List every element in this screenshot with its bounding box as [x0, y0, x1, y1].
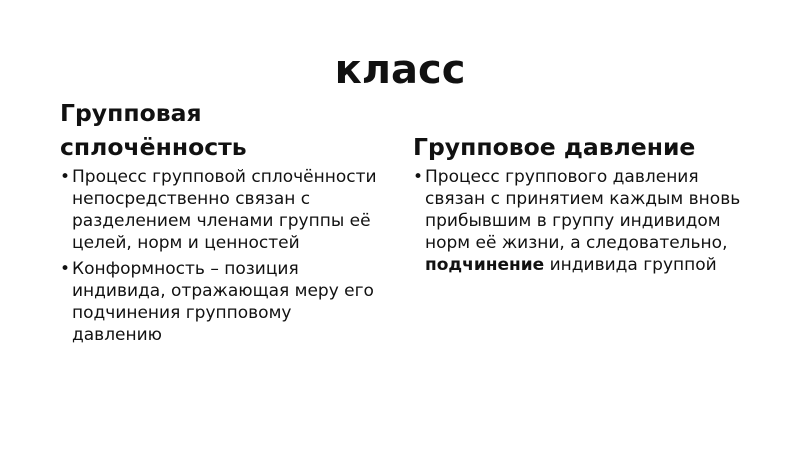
right-bullet-1 [413, 166, 753, 276]
right-heading-wrap [413, 94, 753, 166]
right-bullet-emphasis: подчинение [425, 255, 545, 275]
right-column-heading: Групповое давление [413, 133, 696, 161]
left-column-heading [60, 96, 247, 166]
left-bullet-2: • Конформность – позиция индивида, отражающая меру его подчинения групповому давлению [60, 258, 380, 346]
slide-title: класс [334, 47, 466, 93]
right-bullet-list [413, 166, 753, 276]
right-bullet-text-before: Процесс группового давления связан с принятием каждым вновь прибывшим в группу индивидом норм её жизни, а следовательно, [425, 167, 741, 253]
left-heading-wrap [60, 94, 380, 166]
right-bullet-text-after: индивида группой [544, 255, 717, 275]
left-heading-line1: Групповая [60, 99, 202, 127]
left-bullet-list [60, 166, 380, 346]
left-bullet-1: • Процесс групповой сплочённости непосредственно связан с разделением членами группы её целей, норм и ценностей [60, 166, 380, 254]
left-column [60, 94, 380, 350]
right-column [413, 94, 753, 280]
left-heading-line2: сплочённость [60, 133, 247, 161]
